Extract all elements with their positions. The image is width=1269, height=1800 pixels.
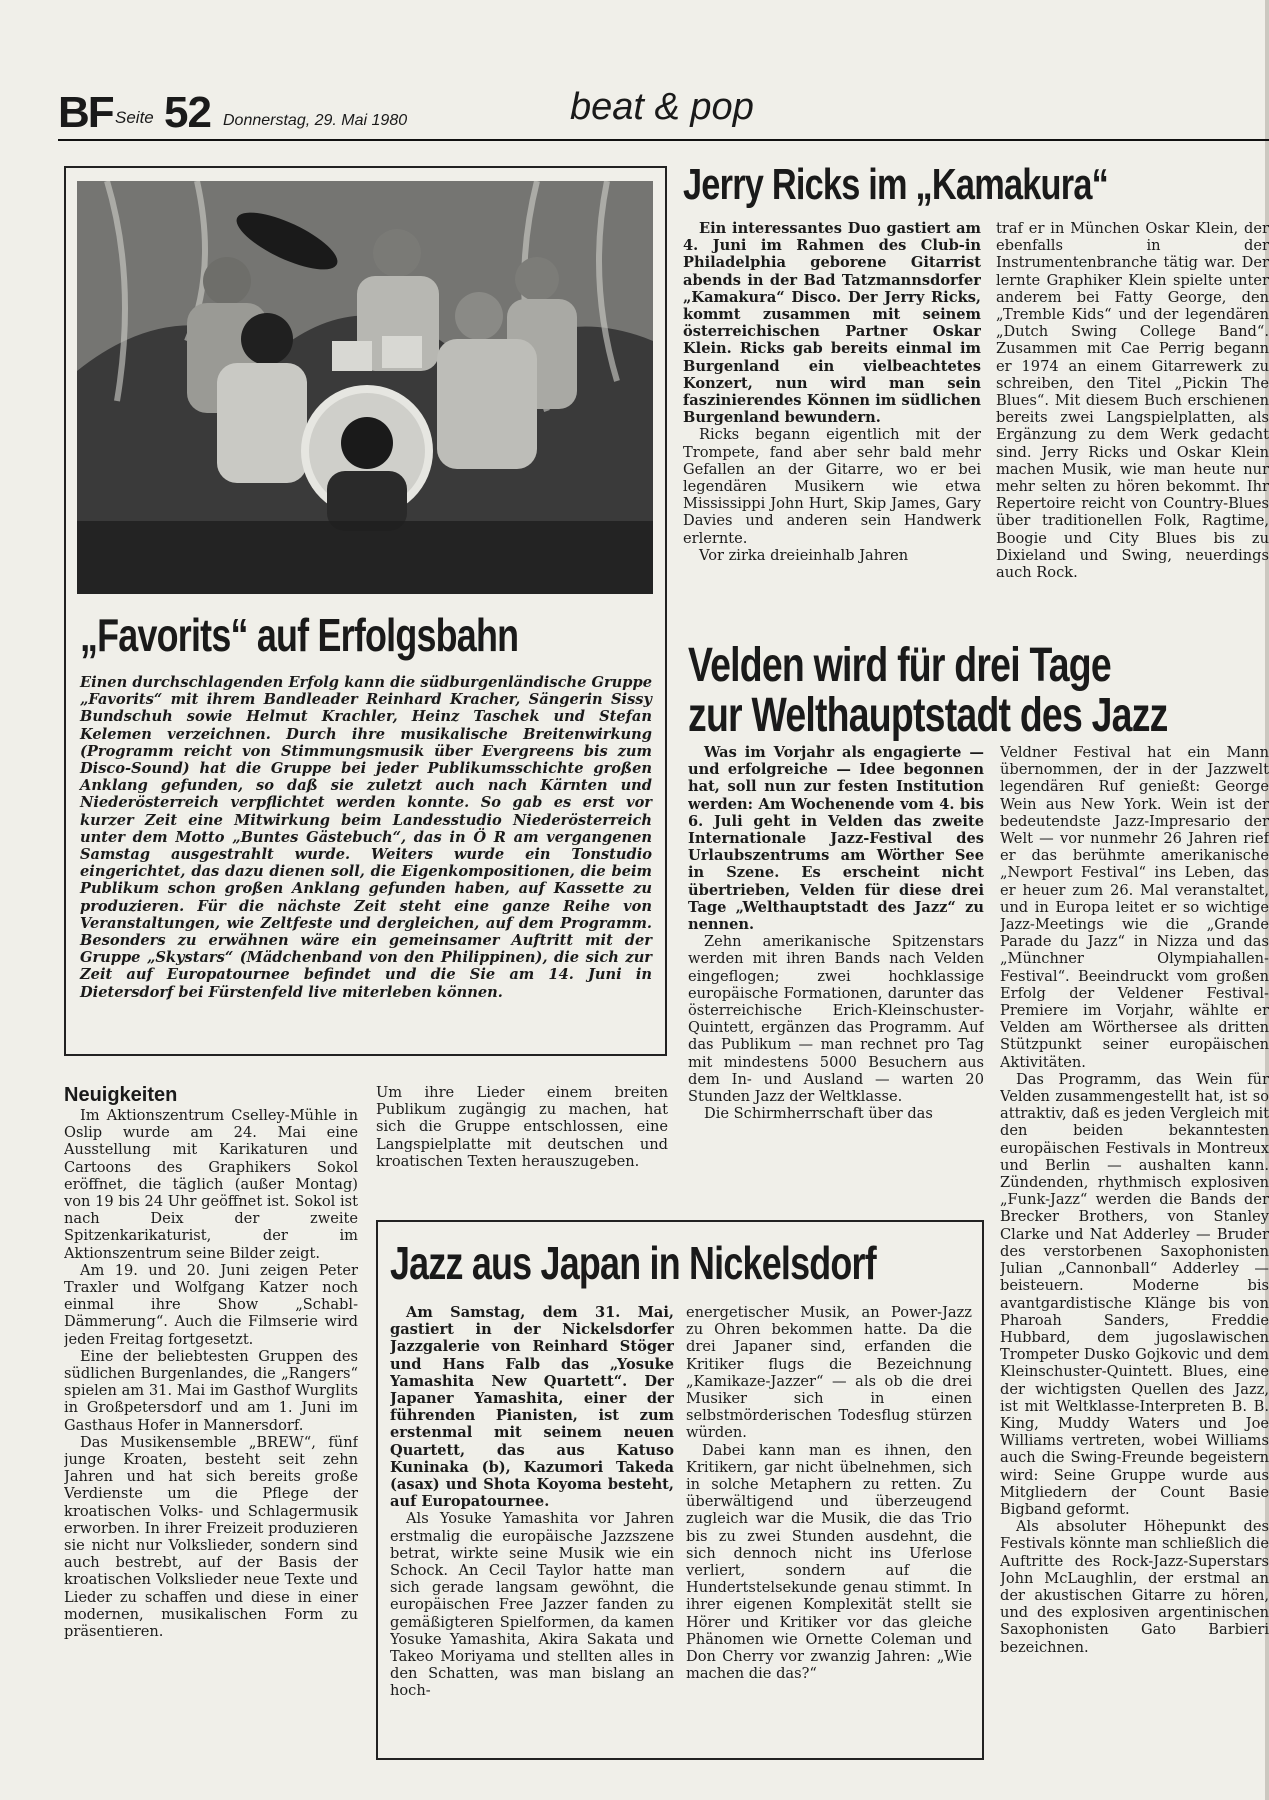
favorits-article-box xyxy=(64,166,667,1056)
newspaper-logo: BF xyxy=(58,88,113,137)
neuigkeiten-heading: Neuigkeiten xyxy=(64,1084,178,1106)
jerry-headline: Jerry Ricks im „Kamakura“ xyxy=(683,160,1109,209)
page-label: Seite xyxy=(115,108,154,127)
neuigkeiten-body xyxy=(64,1107,358,1640)
jerry-lead: Ein interessantes Duo gastiert am 4. Juni im Rahmen des Club-in Philadelphia geborene Gitarrist abends in der Bad Tatzmannsdorfer „Kamakura“ Disco. Der Jerry Ricks, kommt zusammen mit seinem österreichischen Partner Oskar Klein. Ricks gab bereits einmal im Burgenland ein vielbeachtetes Konzert, nun wird man sein faszinierendes Können im südlichen Burgenland bewundern. xyxy=(683,220,981,427)
jerry-column-2 xyxy=(996,220,1269,628)
velden-paragraph: Zehn amerikanische Spitzenstars werden mit ihren Bands nach Velden eingeflogen; zwei hochklassige europäische Formationen, darunter das österreichische Erich-Kleinschuster-Quintett, ergänzen das Programm. Auf das Publikum — man rechnet pro Tag mit mindestens 5000 Besuchern aus dem In- und Ausland — warten 20 Stunden Jazz der Weltklasse. xyxy=(688,933,984,1106)
neuigkeiten-paragraph: Im Aktionszentrum Cselley-Mühle in Oslip wurde am 24. Mai eine Ausstellung mit Karikaturen und Cartoons des Graphikers Sokol eröffnet, die täglich (außer Montag) von 19 bis 24 Uhr geöffnet ist. Sokol ist nach Deix der zweite Spitzenkarikaturist, der im Aktionszentrum seine Bilder zeigt. xyxy=(64,1107,358,1262)
masthead xyxy=(58,86,1269,142)
band-photo-image xyxy=(77,181,653,594)
japan-column-1 xyxy=(390,1304,674,1752)
velden-paragraph: Veldner Festival hat ein Mann übernommen, der in der Jazzwelt legendären Ruf genießt: George Wein aus New York. Wein ist der bedeutendste Jazz-Impresario der Welt — vor nunmehr 26 Jahren rief er das berühmte amerikanische „Newport Festival“ ins Leben, das er heuer zum 26. Mal veranstaltet, und in Europa leitet er so wichtige Jazz-Meetings wie die „Grande Parade du Jazz“ in Nizza und das „Münchner Olympiahallen-Festival“. Beeindruckt vom großen Erfolg der Veldener Festival-Premiere im Vorjahr, wählte er Velden am Wörthersee als dritten Stützpunkt seiner europäischen Aktivitäten. xyxy=(1000,744,1269,1071)
favorits-body: Einen durchschlagenden Erfolg kann die südburgenländische Gruppe „Favorits“ mit ihrem Bandleader Reinhard Kracher, Sängerin Sissy Bundschuh sowie Helmut Krachler, Heinz Taschek und Stefan Kelemen verzeichnen. Durch ihre musikalische Breitenwirkung (Programm reicht von Stimmungsmusik über Evergreens bis zum Disco-Sound) hat die Gruppe bei jeder Publikumsschichte großen Anklang gefunden, so daß sie zuletzt auch nach Kärnten und Niederösterreich verpflichtet werden konnte. So gab es erst vor kurzer Zeit eine Mitwirkung beim Landesstudio Niederösterreich unter dem Motto „Buntes Gästebuch“, das in Ö R am vergangenen Samstag ausgestrahlt wurde. Weiters wurde ein Tonstudio eingerichtet, das dazu dienen soll, die Eigenkompositionen, die beim Publikum schon großen Anklang gefunden haben, auf Kassette zu produzieren. Für die nächste Zeit steht eine ganze Reihe von Veranstaltungen, wie Zeltfeste und dergleichen, auf dem Programm. Besonders zu erwähnen wäre ein gemeinsamer Auftritt mit der Gruppe „Skystars“ (Mädchenband von den Philippinen), die sich zur Zeit auf Europatournee befindet und die Sie am 14. Juni in Dietersdorf bei Fürstenfeld live miterleben können. xyxy=(80,674,652,1001)
velden-paragraph: Das Programm, das Wein für Velden zusammengestellt hat, ist so attraktiv, daß es jeden Vergleich mit den beiden bekanntesten europäischen Festivals in Montreux und Berlin — aushalten kann. Zündenden, rhythmisch explosiven „Funk-Jazz“ werden die Bands der Brecker Brothers, von Stanley Clarke und Nat Adderley — Bruder des verstorbenen Saxophonisten Julian „Cannonball“ Adderley — beisteuern. Moderne bis avantgardistische Klänge bis von Pharoah Sanders, Freddie Hubbard, dem jugoslawischen Trompeter Dusko Gojkovic und dem Kleinschuster-Quintett. Blues, eine der wichtigsten Quellen des Jazz, ist mit Weltklasse-Interpreten B. B. King, Muddy Waters und Joe Williams vertreten, wobei Williams auch die Swing-Freunde begeistern wird: Seine Gruppe wurde aus Mitgliedern der Count Basie Bigband geformt. xyxy=(1000,1070,1269,1518)
neuigkeiten-column-1 xyxy=(64,1084,358,1784)
neuigkeiten-paragraph: Das Musikensemble „BREW“, fünf junge Kroaten, besteht seit zehn Jahren und hat sich bereits große Verdienste um die Pflege der kroatischen Volks- und Schlagermusik erworben. In ihrer Freizeit produzieren sie nicht nur Volkslieder, sondern sind auch bestrebt, auf der Basis der kroatischen Volkslieder neue Texte und Lieder zu schaffen und diese in einer modernen, musikalischen Form zu präsentieren. xyxy=(64,1433,358,1641)
japan-lead: Am Samstag, dem 31. Mai, gastiert in der Nickelsdorfer Jazzgalerie von Reinhard Stöger und Hans Falb das „Yosuke Yamashita New Quartett“. Der Japaner Yamashita, einer der führenden Pianisten, ist zum erstenmal mit seinem neuen Quartett, das aus Katuso Kuninaka (b), Kazumori Takeda (asax) und Shota Koyoma besteht, auf Europatournee. xyxy=(390,1304,674,1511)
japan-article-box xyxy=(376,1220,984,1760)
velden-column-1 xyxy=(688,744,984,1194)
japan-paragraph: Dabei kann man es ihnen, den Kritikern, gar nicht übelnehmen, sich in solche Metaphern zu retten. Zu überwältigend und überzeugend zugleich war die Musik, die das Trio bis zu zwei Stunden ausdehnt, die sich dennoch nicht ins Uferlose verliert, sondern auf die Hundertstelsekunde genau stimmt. In ihrer eigenen Komplexität stellt sie Hörer und Kritiker vor das gleiche Phänomen wie Ornette Coleman und Don Cherry vor zwanzig Jahren: „Wie machen die das?“ xyxy=(686,1441,972,1683)
velden-lead: Was im Vorjahr als engagierte — und erfolgreiche — Idee begonnen hat, soll nun zur festen Institution werden: Am Wochenende vom 4. bis 6. Juli geht in Velden das zweite Internationale Jazz-Festival des Urlaubszentrums am Wörther See in Szene. Es erscheint nicht übertrieben, Velden für diese drei Tage „Welthauptstadt des Jazz“ zu nennen. xyxy=(688,744,984,934)
jerry-paragraph: Ricks begann eigentlich mit der Trompete, fand aber sehr bald mehr Gefallen an der Gitarre, wo er bei legendären Musikern wie etwa Mississippi John Hurt, Skip James, Gary Davies und anderen sein Handwerk erlernte. xyxy=(683,426,981,547)
neuigkeiten-column-2 xyxy=(376,1084,668,1204)
velden-column-2 xyxy=(1000,744,1269,1754)
band-photo xyxy=(77,181,653,594)
jerry-paragraph: traf er in München Oskar Klein, der ebenfalls in der Instrumentenbranche tätig war. Der lernte Graphiker Klein spielte unter anderem bei Fatty George, den „Tremble Kids“ und der legendären „Dutch Swing College Band“. Zusammen mit Cae Perrig begann er 1974 an einem Gitarrewerk zu schreiben, den Titel „Pickin The Blues“. Mit diesem Buch erschienen bereits zwei Langspielplatten, als Ergänzung zu dem Werk gedacht sind. Jerry Ricks und Oskar Klein machen Musik, wie man heute nur mehr selten zu hören bekommt. Ihr Repertoire reicht von Country-Blues über traditionellen Folk, Ragtime, Boogie und City Blues bis zu Dixieland und Swing, neuerdings auch Rock. xyxy=(996,220,1269,582)
japan-column-2 xyxy=(686,1304,972,1752)
velden-headline-line-1: Velden wird für drei Tage xyxy=(688,639,1111,692)
japan-paragraph: Als Yosuke Yamashita vor Jahren erstmalig die europäische Jazzszene betrat, wirkte seine Musik wie ein Schock. An Cecil Taylor hatte man sich gerade langsam gewöhnt, die europäischen Free Jazzer fanden zu gemäßigteren Spielformen, da kamen Yosuke Yamashita, Akira Sakata und Takeo Moriyama und stellten alles in den Schatten, was man bislang an hoch- xyxy=(390,1510,674,1700)
masthead-rule xyxy=(58,139,1269,141)
neuigkeiten-paragraph: Eine der beliebtesten Gruppen des südlichen Burgenlandes, die „Rangers“ spielen am 31. Mai im Gasthof Wurglits in Großpetersdorf und am 1. Juni im Gasthaus Hofer in Mannersdorf. xyxy=(64,1347,358,1434)
favorits-headline: „Favorits“ auf Erfolgsbahn xyxy=(80,609,519,661)
japan-paragraph: energetischer Musik, an Power-Jazz zu Ohren bekommen hatte. Da die drei Japaner sind, erfanden die Kritiker flugs die Bezeichnung „Kamikaze-Jazzer“ — als ob die drei Musiker sich in einen selbstmörderischen Todesflug stürzen würden. xyxy=(686,1304,972,1442)
jerry-paragraph: Vor zirka dreieinhalb Jahren xyxy=(699,546,909,564)
velden-headline-line-2: zur Welthauptstadt des Jazz xyxy=(688,689,1168,742)
velden-paragraph: Die Schirmherrschaft über das xyxy=(704,1105,933,1123)
issue-date: Donnerstag, 29. Mai 1980 xyxy=(223,112,408,129)
section-title: beat & pop xyxy=(570,86,754,128)
japan-headline: Jazz aus Japan in Nickelsdorf xyxy=(390,1237,876,1289)
neuigkeiten-paragraph: Um ihre Lieder einem breiten Publikum zugängig zu machen, hat sich die Gruppe entschlossen, eine Langspielplatte mit deutschen und kroatischen Texten herauszugeben. xyxy=(376,1084,668,1170)
neuigkeiten-paragraph: Am 19. und 20. Juni zeigen Peter Traxler und Wolfgang Katzer noch einmal ihre Show „Schabl-Dämmerung“. Auch die Filmserie wird jeden Freitag fortgesetzt. xyxy=(64,1261,358,1348)
velden-paragraph: Als absoluter Höhepunkt des Festivals könnte man schließlich die Auftritte des Rock-Jazz-Superstars John McLaughlin, der erstmal an der akustischen Gitarre zu hören, und des explosiven argentinischen Saxophonisten Gato Barbieri bezeichnen. xyxy=(1000,1518,1269,1656)
page-number: 52 xyxy=(164,88,211,137)
jerry-column-1 xyxy=(683,220,981,628)
